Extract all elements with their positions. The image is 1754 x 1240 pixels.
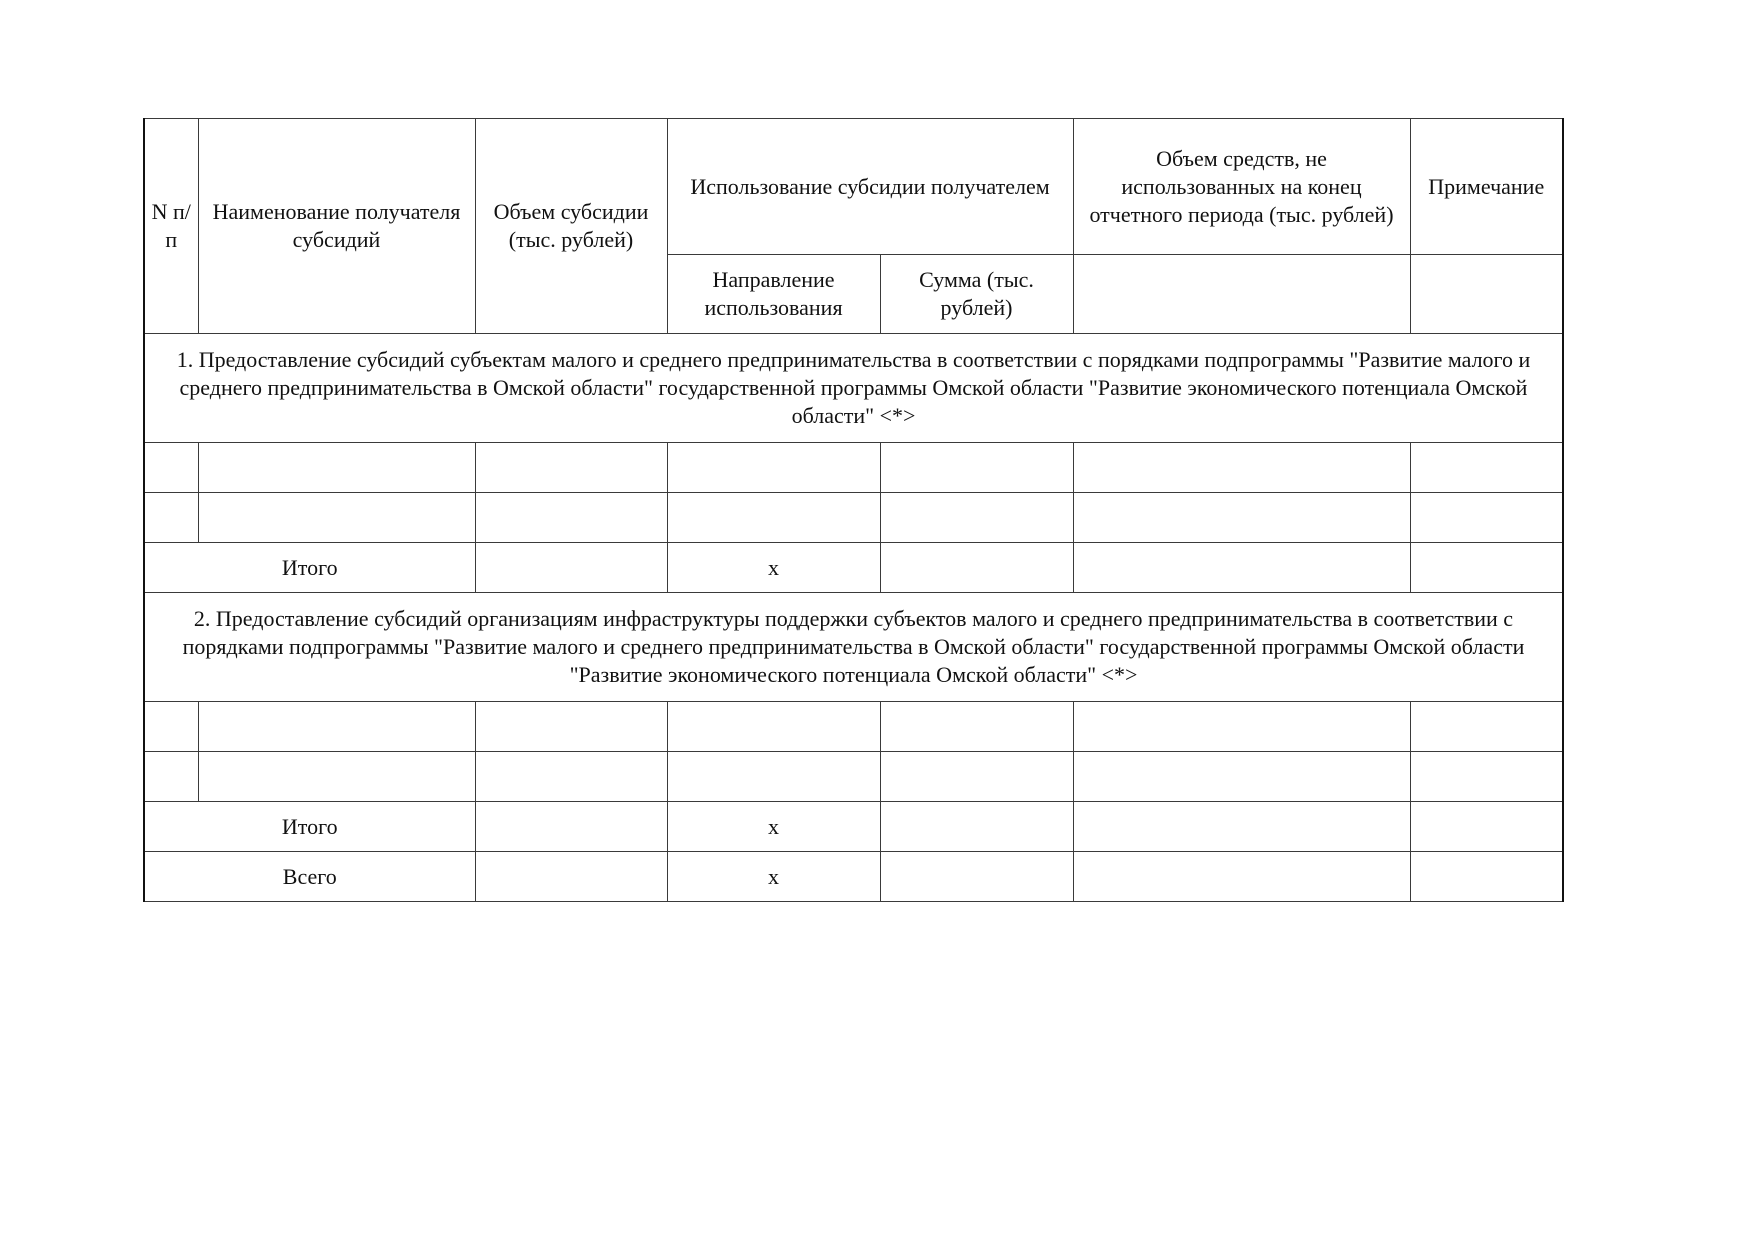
table-row bbox=[144, 752, 1563, 802]
total-direction: x bbox=[667, 802, 880, 852]
section-header-row bbox=[144, 593, 1563, 702]
cell-unused[interactable] bbox=[1073, 752, 1410, 802]
grand-total-label: Всего bbox=[144, 852, 475, 902]
cell-sum[interactable] bbox=[880, 702, 1073, 752]
total-sum[interactable] bbox=[880, 543, 1073, 593]
cell-unused[interactable] bbox=[1073, 493, 1410, 543]
grand-total-unused[interactable] bbox=[1073, 852, 1410, 902]
section-total-row bbox=[144, 802, 1563, 852]
header-unused-funds: Объем средств, не использованных на конец отчетного периода (тыс. рублей) bbox=[1073, 119, 1410, 255]
cell-unused[interactable] bbox=[1073, 702, 1410, 752]
grand-total-note[interactable] bbox=[1410, 852, 1563, 902]
header-num: N п/п bbox=[144, 119, 198, 334]
header-row-1 bbox=[144, 119, 1563, 255]
total-note[interactable] bbox=[1410, 802, 1563, 852]
total-unused[interactable] bbox=[1073, 802, 1410, 852]
cell-note[interactable] bbox=[1410, 752, 1563, 802]
section-1-title: 1. Предоставление субсидий субъектам малого и среднего предпринимательства в соответствии с порядками подпрограммы "Развитие малого и среднего предпринимательства в Омской области" государственной программы Омской области "Развитие экономического потенциала Омской области" <*> bbox=[144, 334, 1563, 443]
cell-recipient[interactable] bbox=[198, 752, 475, 802]
cell-direction[interactable] bbox=[667, 752, 880, 802]
header-note-empty bbox=[1410, 255, 1563, 334]
cell-recipient[interactable] bbox=[198, 702, 475, 752]
header-note: Примечание bbox=[1410, 119, 1563, 255]
header-usage-direction: Направление использования bbox=[667, 255, 880, 334]
cell-num[interactable] bbox=[144, 493, 198, 543]
section-2-title: 2. Предоставление субсидий организациям инфраструктуры поддержки субъектов малого и среднего предпринимательства в соответствии с порядками подпрограммы "Развитие малого и среднего предпринимательства в Омской области" государственной программы Омской области "Развитие экономического потенциала Омской области" <*> bbox=[144, 593, 1563, 702]
cell-direction[interactable] bbox=[667, 443, 880, 493]
header-usage-sum: Сумма (тыс. рублей) bbox=[880, 255, 1073, 334]
subsidy-report-table bbox=[143, 118, 1564, 902]
table-row bbox=[144, 493, 1563, 543]
cell-unused[interactable] bbox=[1073, 443, 1410, 493]
total-unused[interactable] bbox=[1073, 543, 1410, 593]
cell-volume[interactable] bbox=[475, 752, 667, 802]
cell-volume[interactable] bbox=[475, 493, 667, 543]
cell-direction[interactable] bbox=[667, 493, 880, 543]
section-total-row bbox=[144, 543, 1563, 593]
cell-recipient[interactable] bbox=[198, 493, 475, 543]
header-unused-funds-empty bbox=[1073, 255, 1410, 334]
cell-sum[interactable] bbox=[880, 752, 1073, 802]
total-volume[interactable] bbox=[475, 802, 667, 852]
grand-total-volume[interactable] bbox=[475, 852, 667, 902]
cell-recipient[interactable] bbox=[198, 443, 475, 493]
grand-total-direction: x bbox=[667, 852, 880, 902]
grand-total-row bbox=[144, 852, 1563, 902]
cell-note[interactable] bbox=[1410, 443, 1563, 493]
header-recipient: Наименование получателя субсидий bbox=[198, 119, 475, 334]
total-sum[interactable] bbox=[880, 802, 1073, 852]
table-row bbox=[144, 443, 1563, 493]
cell-num[interactable] bbox=[144, 443, 198, 493]
grand-total-sum[interactable] bbox=[880, 852, 1073, 902]
total-volume[interactable] bbox=[475, 543, 667, 593]
cell-sum[interactable] bbox=[880, 443, 1073, 493]
cell-sum[interactable] bbox=[880, 493, 1073, 543]
cell-direction[interactable] bbox=[667, 702, 880, 752]
cell-num[interactable] bbox=[144, 752, 198, 802]
cell-note[interactable] bbox=[1410, 702, 1563, 752]
cell-num[interactable] bbox=[144, 702, 198, 752]
cell-volume[interactable] bbox=[475, 702, 667, 752]
total-label: Итого bbox=[144, 543, 475, 593]
section-header-row bbox=[144, 334, 1563, 443]
cell-note[interactable] bbox=[1410, 493, 1563, 543]
header-usage-group: Использование субсидии получателем bbox=[667, 119, 1073, 255]
total-label: Итого bbox=[144, 802, 475, 852]
header-subsidy-volume: Объем субсидии (тыс. рублей) bbox=[475, 119, 667, 334]
total-note[interactable] bbox=[1410, 543, 1563, 593]
cell-volume[interactable] bbox=[475, 443, 667, 493]
table-row bbox=[144, 702, 1563, 752]
total-direction: x bbox=[667, 543, 880, 593]
